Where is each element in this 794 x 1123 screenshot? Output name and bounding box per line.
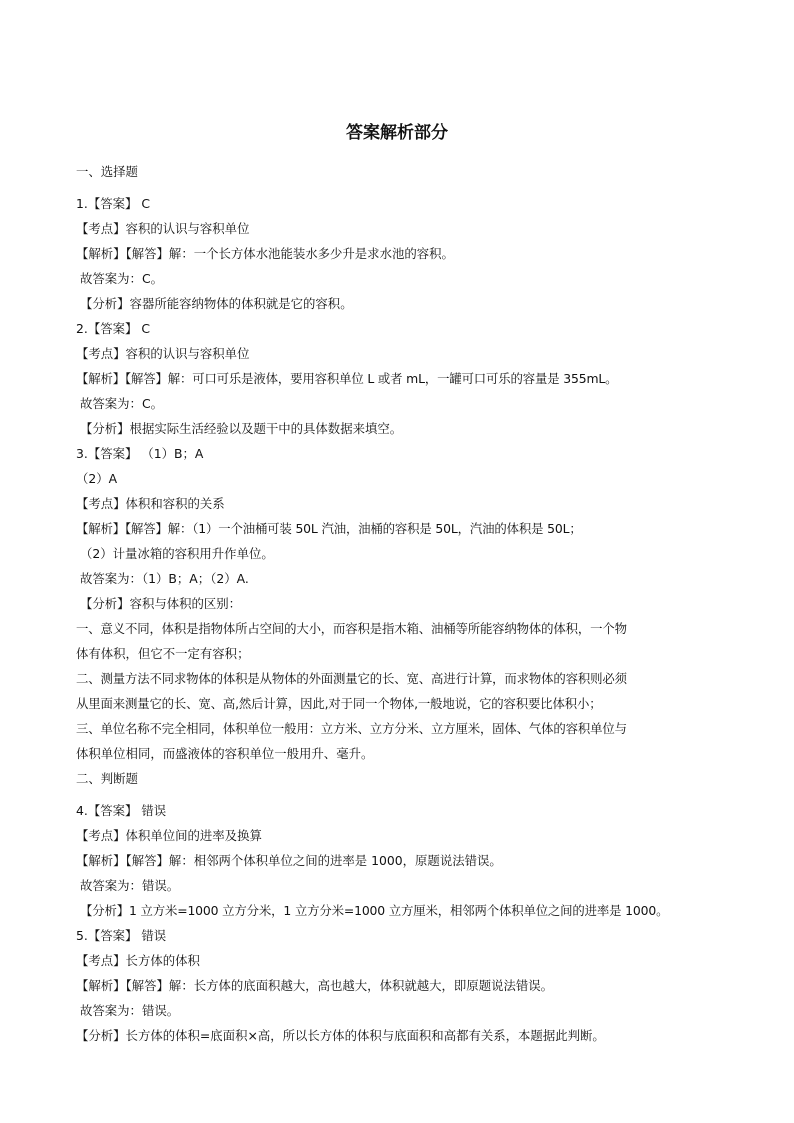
q3-analysis: 【分析】容积与体积的区别： [80, 596, 242, 611]
q3-point: 【考点】体积和容积的关系 [76, 496, 225, 511]
q4-analysis: 【分析】1 立方米=1000 立方分米，1 立方分米=1000 立方厘米，相邻两个体积单位之间的进率是 1000。 [80, 903, 669, 918]
q5-analysis: 【分析】长方体的体积=底面积×高，所以长方体的体积与底面积和高都有关系，本题据此判断。 [76, 1028, 605, 1043]
q3-solution: 【解析】【解答】解：（1）一个油桶可装 50L 汽油，油桶的容积是 50L，汽油的体积是 50L； [76, 521, 582, 536]
q5-point: 【考点】长方体的体积 [76, 953, 200, 968]
q3-analysis-point2-cont: 从里面来测量它的长、宽、高,然后计算，因此,对于同一个物体,一般地说，它的容积要比体积小； [76, 696, 602, 711]
q2-analysis: 【分析】根据实际生活经验以及题干中的具体数据来填空。 [80, 421, 403, 436]
q3-analysis-point2: 二、测量方法不同求物体的体积是从物体的外面测量它的长、宽、高进行计算，而求物体的容积则必须 [76, 671, 627, 686]
page-title: 答案解析部分 [346, 123, 448, 143]
q1-answer: 1.【答案】 C [76, 196, 150, 211]
q4-result: 故答案为：错误。 [80, 878, 180, 893]
section-heading-judge: 二、判断题 [76, 771, 138, 786]
q1-result: 故答案为：C。 [80, 271, 163, 286]
q3-analysis-point3: 三、单位名称不完全相同，体积单位一般用：立方米、立方分米、立方厘米，固体、气体的容积单位与 [76, 721, 627, 736]
q1-point: 【考点】容积的认识与容积单位 [76, 221, 250, 236]
q5-result: 故答案为：错误。 [80, 1003, 180, 1018]
q5-answer: 5.【答案】 错误 [76, 928, 167, 943]
q3-answer: 3.【答案】 （1）B；A [76, 446, 204, 461]
q2-answer: 2.【答案】 C [76, 321, 150, 336]
q4-answer: 4.【答案】 错误 [76, 803, 167, 818]
q3-result: 故答案为：（1）B；A；（2）A. [80, 571, 249, 586]
q5-solution: 【解析】【解答】解：长方体的底面积越大，高也越大，体积就越大，即原题说法错误。 [76, 978, 554, 993]
q2-solution: 【解析】【解答】解：可口可乐是液体，要用容积单位 L 或者 mL，一罐可口可乐的容量是 355mL。 [76, 371, 618, 386]
q4-point: 【考点】体积单位间的进率及换算 [76, 828, 262, 843]
q3-analysis-point1-cont: 体有体积，但它不一定有容积； [76, 646, 250, 661]
q3-analysis-point1: 一、意义不同，体积是指物体所占空间的大小，而容积是指木箱、油桶等所能容纳物体的体积，一个物 [76, 621, 627, 636]
q1-analysis: 【分析】容器所能容纳物体的体积就是它的容积。 [80, 296, 353, 311]
q4-solution: 【解析】【解答】解：相邻两个体积单位之间的进率是 1000，原题说法错误。 [76, 853, 502, 868]
section-heading-choice: 一、选择题 [76, 164, 138, 179]
q3-solution-part2: （2）计量冰箱的容积用升作单位。 [80, 546, 274, 561]
q3-answer-part2: （2）A [76, 471, 118, 486]
q2-result: 故答案为：C。 [80, 396, 163, 411]
q3-analysis-point3-cont: 体积单位相同，而盛液体的容积单位一般用升、毫升。 [76, 746, 374, 761]
q1-solution: 【解析】【解答】解：一个长方体水池能装水多少升是求水池的容积。 [76, 246, 454, 261]
q2-point: 【考点】容积的认识与容积单位 [76, 346, 250, 361]
